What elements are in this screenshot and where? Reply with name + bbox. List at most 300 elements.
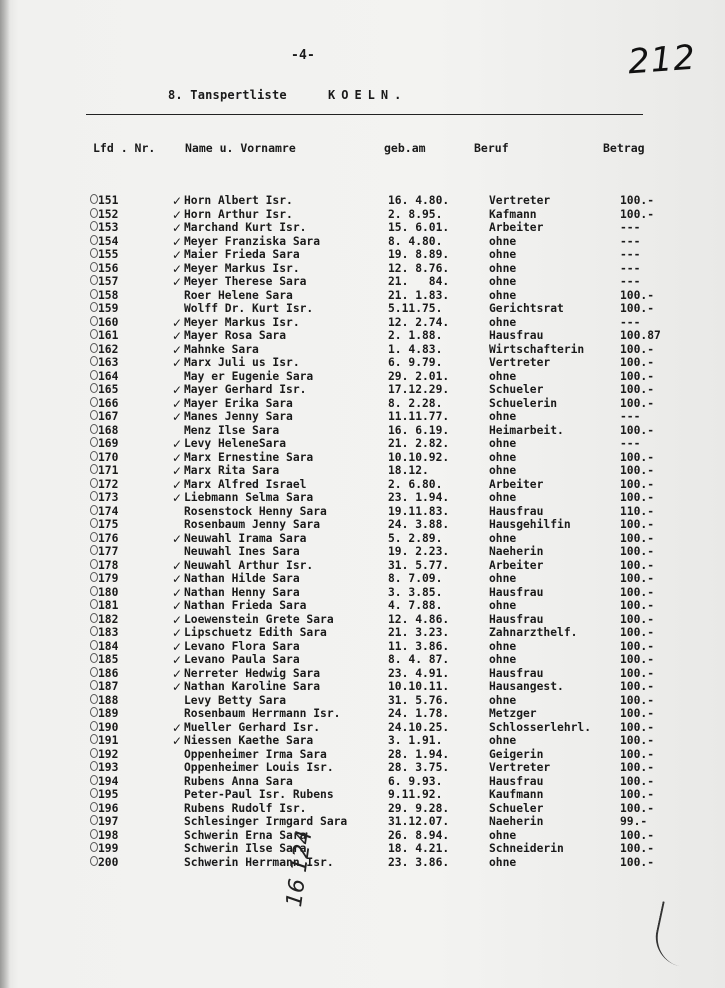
column-header-nr: Lfd . Nr. (93, 141, 156, 155)
circle-mark-icon (90, 761, 98, 771)
circle-mark-icon (90, 613, 98, 623)
entry-amount: 100.- (620, 383, 655, 396)
entry-name: Rubens Anna Sara (184, 774, 293, 788)
entry-name: Schwerin Ilse Sara (184, 842, 307, 855)
check-mark: ✓ (172, 599, 183, 613)
entry-name: Neuwahl Arthur Isr. (184, 558, 314, 572)
table-row (0, 397, 725, 411)
entry-birthdate: 28. 3.75. (388, 761, 450, 774)
entry-occupation: Arbeiter (489, 477, 544, 491)
entry-number: 152 (98, 207, 119, 221)
circle-mark-icon (90, 653, 98, 663)
check-mark: ✓ (172, 720, 183, 735)
entry-amount: 100.- (620, 734, 655, 747)
circle-mark-icon (90, 559, 98, 569)
header-rule (86, 114, 643, 115)
check-mark: ✓ (172, 329, 183, 343)
entry-name: Marx Ernestine Sara (184, 450, 314, 464)
entry-occupation: Hausfrau (489, 666, 544, 680)
entry-occupation: Vertreter (489, 194, 551, 207)
entry-occupation: ohne (489, 599, 517, 612)
entry-name: Schlesinger Irmgard Sara (184, 815, 348, 828)
table-row (0, 505, 725, 519)
entry-birthdate: 2. 8.95. (388, 207, 443, 221)
circle-mark-icon (90, 707, 98, 717)
circle-mark-icon (90, 694, 98, 704)
entry-occupation: Schneiderin (489, 842, 564, 855)
entry-name: Mueller Gerhard Isr. (184, 720, 321, 734)
entry-birthdate: 9.11.92. (388, 788, 443, 801)
entry-number: 162 (98, 342, 119, 356)
table-row (0, 221, 725, 235)
entry-occupation: Arbeiter (489, 221, 544, 234)
entry-occupation: ohne (489, 572, 517, 585)
margin-pen-mark (650, 901, 704, 968)
entry-occupation: Wirtschafterin (489, 342, 585, 356)
entry-amount: 100.- (620, 855, 655, 869)
check-mark: ✓ (172, 558, 183, 573)
circle-mark-icon (90, 626, 98, 636)
check-mark: ✓ (172, 639, 183, 654)
entry-number: 155 (98, 248, 119, 261)
entry-amount: 100.- (620, 585, 655, 599)
circle-mark-icon (90, 410, 98, 420)
entry-name: Peter-Paul Isr. Rubens (184, 788, 334, 801)
entry-birthdate: 6. 9.93. (388, 774, 443, 788)
entry-name: Nathan Frieda Sara (184, 599, 307, 612)
circle-mark-icon (90, 599, 98, 609)
entry-number: 184 (98, 639, 119, 653)
entry-amount: 110.- (620, 504, 655, 518)
check-mark: ✓ (172, 315, 183, 330)
entry-occupation: Geigerin (489, 747, 544, 761)
entry-birthdate: 3. 1.91. (388, 734, 443, 747)
circle-mark-icon (90, 356, 98, 366)
entry-number: 190 (98, 720, 119, 734)
entry-birthdate: 1. 4.83. (388, 342, 443, 356)
check-mark: ✓ (172, 437, 183, 451)
entry-occupation: Hausfrau (489, 504, 544, 518)
check-mark: ✓ (172, 477, 183, 492)
entry-amount: 100.- (620, 842, 655, 855)
check-mark: ✓ (172, 666, 183, 681)
check-mark: ✓ (172, 194, 183, 208)
entry-name: Liebmann Selma Sara (184, 491, 314, 504)
circle-mark-icon (90, 491, 98, 501)
entry-name: Rosenbaum Herrmann Isr. (184, 707, 341, 720)
circle-mark-icon (90, 302, 98, 312)
entry-number: 186 (98, 666, 119, 680)
entry-amount: 100.- (620, 369, 655, 383)
entry-number: 185 (98, 653, 119, 666)
circle-mark-icon (90, 748, 98, 758)
circle-mark-icon (90, 194, 98, 204)
entry-number: 196 (98, 801, 119, 815)
table-row (0, 653, 725, 667)
entry-amount: 100.- (620, 626, 655, 639)
entry-occupation: Arbeiter (489, 558, 544, 572)
column-header-name: Name u. Vornamre (185, 141, 296, 155)
entry-amount: 100.- (620, 491, 655, 504)
table-row (0, 316, 725, 330)
check-mark: ✓ (172, 626, 183, 640)
entry-name: Levy Betty Sara (184, 693, 287, 707)
entry-number: 180 (98, 585, 119, 599)
circle-mark-icon (90, 275, 98, 285)
entry-number: 158 (98, 288, 119, 302)
circle-mark-icon (90, 545, 98, 555)
entry-name: Marx Alfred Israel (184, 477, 307, 491)
entry-name: Schwerin Herrmann Isr. (184, 855, 334, 869)
entry-name: Nerreter Hedwig Sara (184, 666, 321, 680)
circle-mark-icon (90, 424, 98, 434)
entry-name: Niessen Kaethe Sara (184, 734, 314, 747)
entry-birthdate: 15. 6.01. (388, 221, 450, 234)
table-row (0, 721, 725, 735)
entry-number: 164 (98, 369, 119, 383)
entry-amount: 100.- (620, 302, 655, 315)
entry-birthdate: 21. 84. (388, 275, 450, 288)
table-row (0, 478, 725, 492)
entry-birthdate: 16. 6.19. (388, 423, 450, 437)
circle-mark-icon (90, 329, 98, 339)
entry-occupation: Hausfrau (489, 329, 544, 342)
entry-occupation: Schuelerin (489, 396, 558, 410)
circle-mark-icon (90, 221, 98, 231)
check-mark: ✓ (172, 396, 183, 411)
entry-occupation: ohne (489, 275, 517, 288)
entry-name: Oppenheimer Irma Sara (184, 747, 327, 761)
entry-occupation: ohne (489, 653, 517, 666)
circle-mark-icon (90, 856, 98, 866)
entry-name: Marx Juli us Isr. (184, 356, 300, 369)
entry-amount: --- (620, 275, 641, 288)
entry-number: 176 (98, 531, 119, 545)
entry-amount: 100.- (620, 288, 655, 302)
entry-amount: --- (620, 248, 641, 261)
entry-name: Levano Paula Sara (184, 653, 300, 666)
column-header-row (0, 141, 725, 157)
table-row (0, 451, 725, 465)
table-row (0, 329, 725, 343)
table-row (0, 248, 725, 262)
entry-name: Nathan Henny Sara (184, 585, 300, 599)
entry-name: Mayer Erika Sara (184, 396, 293, 410)
entry-number: 189 (98, 707, 119, 720)
table-row (0, 667, 725, 681)
entry-occupation: Hausfrau (489, 774, 544, 788)
entry-amount: 100.- (620, 612, 655, 626)
entry-occupation: Metzger (489, 707, 537, 720)
entry-birthdate: 4. 7.88. (388, 599, 443, 612)
entry-number: 154 (98, 234, 119, 248)
circle-mark-icon (90, 586, 98, 596)
entry-amount: 100.- (620, 639, 655, 653)
entry-amount: 100.- (620, 599, 655, 612)
entry-occupation: Kafmann (489, 207, 537, 221)
entry-birthdate: 12. 4.86. (388, 612, 450, 626)
table-row (0, 424, 725, 438)
table-row (0, 599, 725, 613)
entry-amount: 100.- (620, 423, 655, 437)
entry-amount: 100.- (620, 545, 655, 558)
entry-number: 188 (98, 693, 119, 707)
entry-number: 192 (98, 747, 119, 761)
check-mark: ✓ (172, 612, 183, 627)
entry-birthdate: 19. 8.89. (388, 248, 450, 261)
entry-birthdate: 2. 6.80. (388, 477, 443, 491)
entry-birthdate: 31.12.07. (388, 815, 450, 828)
entry-number: 181 (98, 599, 119, 612)
entry-amount: 100.- (620, 531, 655, 545)
table-row (0, 194, 725, 208)
entry-birthdate: 18. 4.21. (388, 842, 450, 855)
entry-number: 191 (98, 734, 119, 747)
entry-amount: 100.- (620, 828, 655, 842)
entry-number: 200 (98, 855, 119, 869)
entry-amount: --- (620, 410, 641, 423)
entry-birthdate: 3. 3.85. (388, 585, 443, 599)
entry-birthdate: 21. 3.23. (388, 626, 450, 639)
entry-number: 195 (98, 788, 119, 801)
entry-occupation: Naeherin (489, 815, 544, 828)
entry-occupation: ohne (489, 693, 517, 707)
table-row (0, 640, 725, 654)
entry-amount: 100.- (620, 558, 655, 572)
check-mark: ✓ (172, 531, 183, 546)
entry-birthdate: 8. 4.80. (388, 234, 443, 248)
entry-number: 157 (98, 275, 119, 288)
circle-mark-icon (90, 667, 98, 677)
entry-number: 171 (98, 464, 119, 477)
entry-birthdate: 24.10.25. (388, 720, 450, 734)
entry-occupation: ohne (489, 464, 517, 477)
circle-mark-icon (90, 451, 98, 461)
entry-number: 167 (98, 410, 119, 423)
entry-name: Neuwahl Irama Sara (184, 531, 307, 545)
page-number: -4- (291, 48, 316, 63)
entry-occupation: Hausgehilfin (489, 518, 571, 531)
entry-amount: 100.- (620, 356, 655, 369)
table-row (0, 788, 725, 802)
entry-amount: 100.- (620, 518, 655, 531)
entry-birthdate: 29. 2.01. (388, 369, 450, 383)
entry-number: 151 (98, 194, 119, 207)
entry-occupation: Hausangest. (489, 680, 564, 693)
check-mark: ✓ (172, 491, 183, 505)
entry-amount: 100.- (620, 207, 655, 221)
circle-mark-icon (90, 235, 98, 245)
table-row (0, 815, 725, 829)
entry-occupation: ohne (489, 261, 517, 275)
entry-birthdate: 8. 4. 87. (388, 653, 450, 666)
circle-mark-icon (90, 680, 98, 690)
circle-mark-icon (90, 572, 98, 582)
circle-mark-icon (90, 640, 98, 650)
entry-name: Schwerin Erna Sara (184, 828, 307, 842)
circle-mark-icon (90, 478, 98, 488)
entry-occupation: Vertreter (489, 356, 551, 369)
check-mark: ✓ (172, 572, 183, 586)
entry-number: 198 (98, 828, 119, 842)
table-row (0, 437, 725, 451)
entry-number: 197 (98, 815, 119, 828)
entry-occupation: ohne (489, 828, 517, 842)
entry-number: 165 (98, 383, 119, 396)
column-header-betrag: Betrag (603, 141, 645, 155)
entry-number: 174 (98, 504, 119, 518)
entry-number: 187 (98, 680, 119, 693)
entry-occupation: ohne (489, 234, 517, 248)
entry-birthdate: 23. 4.91. (388, 666, 450, 680)
table-row (0, 532, 725, 546)
entry-name: Meyer Markus Isr. (184, 315, 300, 329)
circle-mark-icon (90, 208, 98, 218)
entry-name: Mayer Gerhard Isr. (184, 383, 307, 396)
entry-name: Lipschuetz Edith Sara (184, 626, 327, 639)
entry-occupation: ohne (489, 450, 517, 464)
entry-birthdate: 12. 2.74. (388, 315, 450, 329)
circle-mark-icon (90, 721, 98, 731)
table-row (0, 829, 725, 843)
entry-occupation: Gerichtsrat (489, 302, 564, 315)
entry-occupation: ohne (489, 410, 517, 423)
entry-occupation: ohne (489, 369, 517, 383)
entry-name: Meyer Franziska Sara (184, 234, 321, 248)
entry-amount: 100.- (620, 774, 655, 788)
entry-number: 178 (98, 558, 119, 572)
entry-birthdate: 2. 1.88. (388, 329, 443, 342)
check-mark: ✓ (172, 734, 183, 748)
entry-occupation: ohne (489, 734, 517, 747)
table-row (0, 262, 725, 276)
entry-number: 153 (98, 221, 119, 234)
entry-number: 179 (98, 572, 119, 585)
check-mark: ✓ (172, 356, 183, 370)
entry-amount: 100.- (620, 666, 655, 680)
table-row (0, 545, 725, 559)
circle-mark-icon (90, 262, 98, 272)
entry-birthdate: 18.12. (388, 464, 429, 477)
entry-occupation: Schueler (489, 383, 544, 396)
check-mark: ✓ (172, 221, 183, 235)
entry-amount: 100.- (620, 396, 655, 410)
circle-mark-icon (90, 248, 98, 258)
check-mark: ✓ (172, 410, 183, 424)
check-mark: ✓ (172, 653, 183, 667)
entry-number: 169 (98, 437, 119, 450)
entry-name: Manes Jenny Sara (184, 410, 293, 423)
circle-mark-icon (90, 370, 98, 380)
entry-number: 161 (98, 329, 119, 342)
entry-name: Rosenbaum Jenny Sara (184, 518, 321, 531)
circle-mark-icon (90, 802, 98, 812)
circle-mark-icon (90, 532, 98, 542)
entry-birthdate: 12. 8.76. (388, 261, 450, 275)
entry-number: 194 (98, 774, 119, 788)
entry-number: 199 (98, 842, 119, 855)
entry-amount: 100.- (620, 761, 655, 774)
check-mark: ✓ (172, 207, 183, 222)
entry-amount: 100.- (620, 477, 655, 491)
entry-name: Levy HeleneSara (184, 437, 287, 450)
entry-birthdate: 31. 5.77. (388, 558, 450, 572)
entry-birthdate: 16. 4.80. (388, 194, 450, 207)
entry-birthdate: 31. 5.76. (388, 693, 450, 707)
entry-name: Maier Frieda Sara (184, 248, 300, 261)
entry-occupation: ohne (489, 855, 517, 869)
transport-list-rows (0, 194, 725, 869)
table-row (0, 410, 725, 424)
entry-occupation: ohne (489, 639, 517, 653)
entry-birthdate: 6. 9.79. (388, 356, 443, 369)
circle-mark-icon (90, 829, 98, 839)
circle-mark-icon (90, 464, 98, 474)
circle-mark-icon (90, 289, 98, 299)
check-mark: ✓ (172, 585, 183, 600)
entry-number: 166 (98, 396, 119, 410)
circle-mark-icon (90, 734, 98, 744)
entry-amount: 100.- (620, 801, 655, 815)
table-row (0, 748, 725, 762)
column-header-geb: geb.am (384, 141, 426, 155)
entry-occupation: ohne (489, 491, 517, 504)
circle-mark-icon (90, 383, 98, 393)
check-mark: ✓ (172, 275, 183, 289)
entry-amount: 100.- (620, 653, 655, 666)
entry-birthdate: 5.11.75. (388, 302, 443, 315)
entry-amount: 100.- (620, 720, 655, 734)
circle-mark-icon (90, 316, 98, 326)
entry-amount: 100.- (620, 707, 655, 720)
entry-amount: 100.- (620, 194, 655, 207)
table-row (0, 613, 725, 627)
entry-number: 170 (98, 450, 119, 464)
entry-name: Wolff Dr. Kurt Isr. (184, 302, 314, 315)
entry-name: Nathan Karoline Sara (184, 680, 321, 693)
entry-birthdate: 10.10.92. (388, 450, 450, 464)
entry-birthdate: 21. 2.82. (388, 437, 450, 450)
entry-name: Menz Ilse Sara (184, 423, 280, 437)
entry-occupation: Heimarbeit. (489, 423, 564, 437)
entry-name: Marchand Kurt Isr. (184, 221, 307, 234)
entry-number: 173 (98, 491, 119, 504)
table-row (0, 707, 725, 721)
entry-birthdate: 8. 2.28. (388, 396, 443, 410)
entry-name: Marx Rita Sara (184, 464, 280, 477)
entry-number: 168 (98, 423, 119, 437)
entry-amount: 100.- (620, 450, 655, 464)
entry-number: 183 (98, 626, 119, 639)
entry-amount: --- (620, 261, 641, 275)
entry-number: 193 (98, 761, 119, 774)
entry-number: 163 (98, 356, 119, 369)
entry-amount: 100.87 (620, 329, 661, 342)
circle-mark-icon (90, 437, 98, 447)
entry-amount: --- (620, 437, 641, 450)
table-row (0, 559, 725, 573)
entry-occupation: Hausfrau (489, 612, 544, 626)
table-row (0, 235, 725, 249)
entry-name: Mayer Rosa Sara (184, 329, 287, 342)
entry-amount: 100.- (620, 342, 655, 356)
entry-birthdate: 11. 3.86. (388, 639, 450, 653)
entry-name: Mahnke Sara (184, 342, 259, 356)
entry-occupation: Vertreter (489, 761, 551, 774)
entry-birthdate: 5. 2.89. (388, 531, 443, 545)
entry-amount: 100.- (620, 747, 655, 761)
check-mark: ✓ (172, 248, 183, 262)
